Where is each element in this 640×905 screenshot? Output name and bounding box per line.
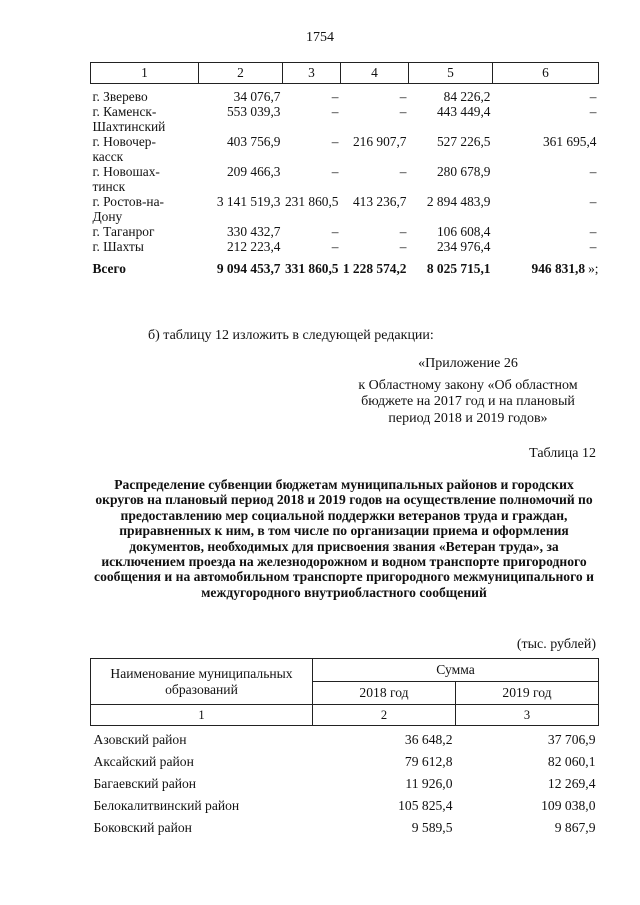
header-sum: Сумма: [313, 659, 599, 682]
value-2019: 37 706,9: [547, 732, 596, 747]
value-cell: 84 226,2: [443, 89, 491, 104]
table-heading: Распределение субвенции бюджетам муниципальных районов и городских округов на плановый период 2018 и 2019 годов на осуществление полномочий по предоставлению мер социальной поддержки ветеранов труда и граждан, приравненных к ним, в том числе по организации приема и оформления документов, необходимых для присвоения звания «Ветеран труда», за исключением проезда на железнодорожном и водном транспорте пригородного сообщения и на автомобильном транспорте пригородного межмуниципального и междугородного внутриобластного сообщений: [94, 477, 594, 600]
value-cell: 2 894 483,9: [426, 194, 491, 209]
value-2018: 11 926,0: [405, 776, 453, 791]
value-cell: –: [589, 104, 597, 119]
value-2019: 82 060,1: [547, 754, 596, 769]
value-cell: 330 432,7: [226, 224, 281, 239]
municipality-name: г. Новочер- касск: [92, 134, 156, 164]
value-cell: –: [399, 239, 407, 254]
col-number: 1: [91, 63, 199, 84]
value-cell: –: [589, 89, 597, 104]
value-cell: 443 449,4: [436, 104, 491, 119]
value-cell: 234 976,4: [436, 239, 491, 254]
table-row: [91, 239, 599, 254]
value-cell: 280 678,9: [436, 164, 491, 179]
closing-quote: »;: [588, 261, 599, 276]
intro-paragraph: б) таблицу 12 изложить в следующей редакции:: [148, 328, 434, 343]
total-value-last: [493, 254, 599, 276]
municipality-name: Азовский район: [93, 732, 187, 747]
value-cell: –: [399, 104, 407, 119]
total-value: 8 025 715,1: [426, 261, 491, 276]
value-cell: 106 608,4: [436, 224, 491, 239]
value-cell: –: [589, 194, 597, 209]
table-12-body: [91, 726, 599, 840]
table-row: [91, 773, 599, 795]
value-2018: 36 648,2: [404, 732, 453, 747]
column-number-row: [91, 63, 599, 84]
previous-table: [90, 62, 599, 276]
col-number: 5: [409, 63, 493, 84]
total-value: 9 094 453,7: [216, 261, 281, 276]
appendix-line-2: к Областному закону «Об областном бюджете на 2017 год и на плановый период 2018 и 2019 годов»: [358, 377, 578, 426]
value-cell: 216 907,7: [352, 134, 407, 149]
value-2018: 9 589,5: [411, 820, 453, 835]
total-label: Всего: [92, 261, 126, 276]
table-row: [91, 726, 599, 752]
municipality-name: Белокалитвинский район: [93, 798, 240, 813]
header-year-2019: 2019 год: [456, 682, 599, 705]
table-row: [91, 134, 599, 164]
value-2018: 105 825,4: [398, 798, 453, 813]
total-value: 1 228 574,2: [342, 261, 407, 276]
value-cell: 231 860,5: [284, 194, 339, 209]
value-cell: –: [399, 89, 407, 104]
municipality-name: Аксайский район: [93, 754, 194, 769]
municipality-name: г. Зверево: [92, 89, 148, 104]
units-label: (тыс. рублей): [516, 637, 596, 652]
municipality-name: Боковский район: [93, 820, 192, 835]
header-year-2018: 2018 год: [313, 682, 456, 705]
value-cell: –: [331, 239, 339, 254]
total-value: 331 860,5: [284, 261, 339, 276]
col-number: 1: [91, 705, 313, 726]
municipality-name: г. Шахты: [92, 239, 144, 254]
appendix-reference: [340, 356, 596, 427]
col-number: 3: [283, 63, 341, 84]
table-row: [91, 104, 599, 134]
municipality-name: Багаевский район: [93, 776, 197, 791]
municipality-name: г. Ростов-на- Дону: [92, 194, 164, 224]
value-2019: 109 038,0: [541, 798, 596, 813]
value-cell: 413 236,7: [352, 194, 407, 209]
col-number: 3: [456, 705, 599, 726]
value-cell: –: [589, 239, 597, 254]
total-row: [91, 254, 599, 276]
table-12: [90, 658, 599, 839]
table-row: [91, 751, 599, 773]
col-number: 6: [493, 63, 599, 84]
value-cell: –: [331, 104, 339, 119]
municipality-name: г. Таганрог: [92, 224, 155, 239]
value-cell: 553 039,3: [226, 104, 281, 119]
table-row: [91, 795, 599, 817]
appendix-line-1: «Приложение 26: [418, 356, 518, 371]
value-cell: –: [331, 164, 339, 179]
col-number: 4: [341, 63, 409, 84]
table-row: [91, 164, 599, 194]
previous-table-body: [91, 84, 599, 277]
value-2018: 79 612,8: [404, 754, 453, 769]
table-row: [91, 194, 599, 224]
value-cell: –: [331, 224, 339, 239]
col-number: 2: [313, 705, 456, 726]
value-cell: 403 756,9: [226, 134, 281, 149]
value-cell: 361 695,4: [542, 134, 597, 149]
value-cell: –: [399, 164, 407, 179]
table-label: Таблица 12: [529, 446, 596, 461]
value-2019: 12 269,4: [547, 776, 596, 791]
value-2019: 9 867,9: [554, 820, 596, 835]
value-cell: 34 076,7: [233, 89, 281, 104]
table-row: [91, 817, 599, 839]
value-cell: –: [331, 134, 339, 149]
total-value: 946 831,8: [531, 261, 586, 276]
value-cell: 212 223,4: [226, 239, 281, 254]
table-row: [91, 224, 599, 239]
col-number: 2: [199, 63, 283, 84]
value-cell: –: [331, 89, 339, 104]
header-municipality-name: Наименование муниципальных образований: [91, 659, 313, 705]
table-row: [91, 84, 599, 105]
municipality-name: г. Каменск- Шахтинский: [92, 104, 166, 134]
value-cell: 3 141 519,3: [216, 194, 281, 209]
value-cell: –: [589, 224, 597, 239]
value-cell: –: [399, 224, 407, 239]
value-cell: 209 466,3: [226, 164, 281, 179]
municipality-name: г. Новошах- тинск: [92, 164, 160, 194]
value-cell: 527 226,5: [436, 134, 491, 149]
value-cell: –: [589, 164, 597, 179]
page-number: 1754: [306, 30, 334, 45]
